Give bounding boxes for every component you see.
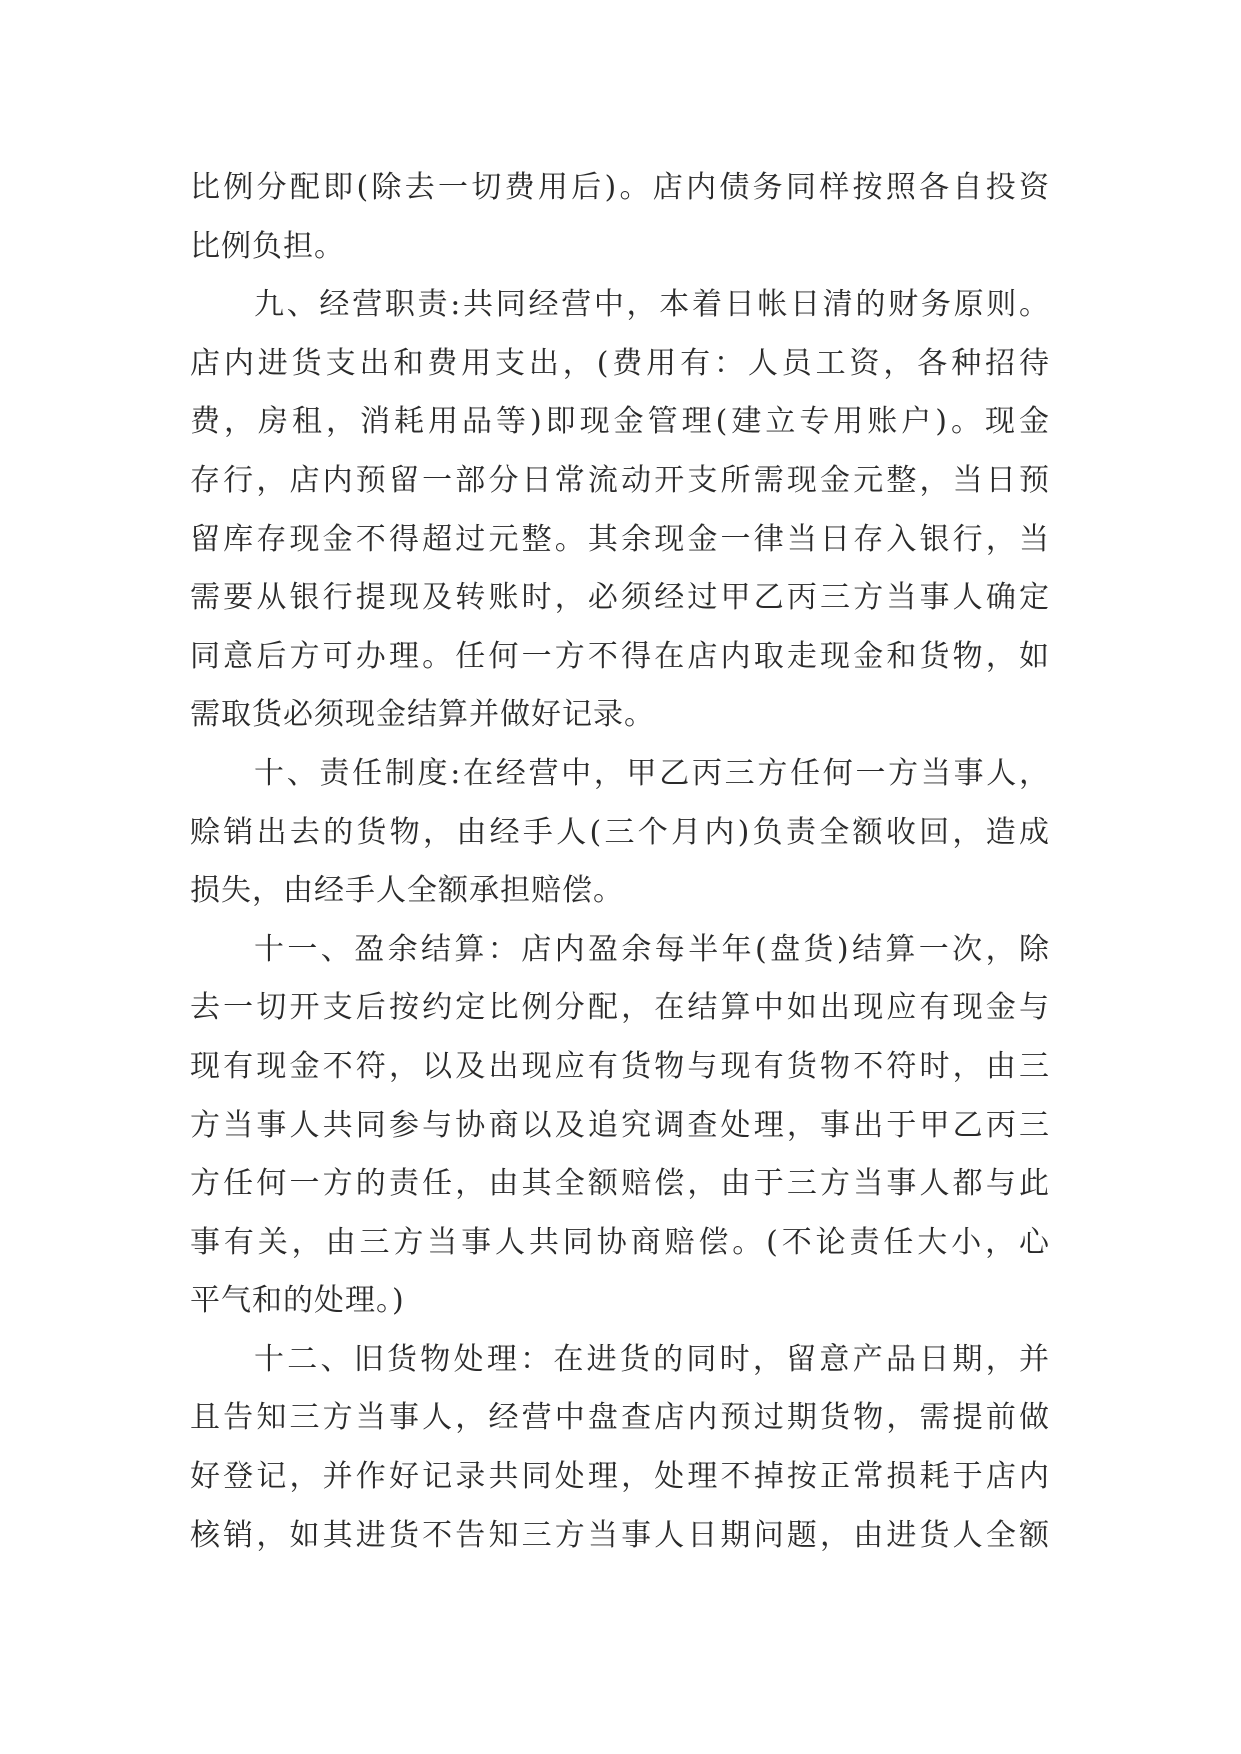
text-line: 赊销出去的货物，由经手人(三个月内)负责全额收回，造成 — [190, 814, 1050, 850]
text-line: 费，房租，消耗用品等)即现金管理(建立专用账户)。现金 — [190, 404, 1050, 440]
text-line: 留库存现金不得超过元整。其余现金一律当日存入银行，当 — [190, 521, 1050, 557]
text-line: 同意后方可办理。任何一方不得在店内取走现金和货物，如 — [190, 638, 1050, 674]
text-line: 十、责任制度:在经营中，甲乙丙三方任何一方当事人， — [254, 755, 1050, 791]
text-line: 存行，店内预留一部分日常流动开支所需现金元整，当日预 — [190, 462, 1050, 498]
document-body — [190, 159, 1050, 1565]
text-line: 店内进货支出和费用支出，(费用有：人员工资，各种招待 — [190, 345, 1050, 381]
text-line: 九、经营职责:共同经营中，本着日帐日清的财务原则。 — [254, 287, 1050, 323]
text-line: 现有现金不符，以及出现应有货物与现有货物不符时，由三 — [190, 1048, 1050, 1084]
text-line: 事有关，由三方当事人共同协商赔偿。(不论责任大小，心 — [190, 1224, 1050, 1260]
text-line: 核销，如其进货不告知三方当事人日期问题，由进货人全额 — [190, 1517, 1050, 1553]
text-line: 平气和的处理。) — [190, 1283, 405, 1319]
text-line: 去一切开支后按约定比例分配，在结算中如出现应有现金与 — [190, 990, 1050, 1026]
text-line: 且告知三方当事人，经营中盘查店内预过期货物，需提前做 — [190, 1400, 1050, 1436]
text-line: 好登记，并作好记录共同处理，处理不掉按正常损耗于店内 — [190, 1459, 1050, 1495]
text-line: 方任何一方的责任，由其全额赔偿，由于三方当事人都与此 — [190, 1166, 1050, 1202]
text-line: 十一、盈余结算：店内盈余每半年(盘货)结算一次，除 — [254, 931, 1050, 967]
text-line: 需要从银行提现及转账时，必须经过甲乙丙三方当事人确定 — [190, 580, 1050, 616]
text-line: 比例分配即(除去一切费用后)。店内债务同样按照各自投资 — [190, 170, 1050, 205]
text-line: 比例负担。 — [190, 228, 345, 264]
text-line: 需取货必须现金结算并做好记录。 — [190, 697, 655, 733]
text-line: 损失，由经手人全额承担赔偿。 — [190, 873, 624, 909]
text-line: 十二、旧货物处理：在进货的同时，留意产品日期，并 — [254, 1341, 1050, 1377]
text-line: 方当事人共同参与协商以及追究调查处理，事出于甲乙丙三 — [190, 1107, 1050, 1143]
